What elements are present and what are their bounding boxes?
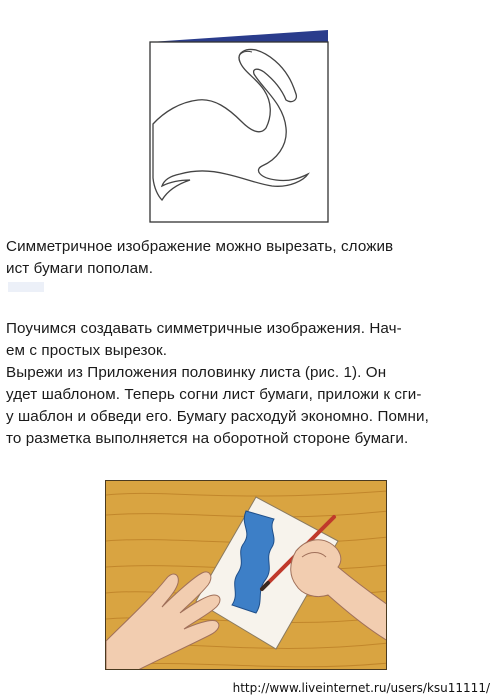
text-line: у шаблон и обведи его. Бумагу расходуй экономно. Помни, <box>6 408 429 425</box>
text-line: ем с простых вырезок. <box>6 342 168 359</box>
text-line: Поучимся создавать симметричные изображения. Нач- <box>6 320 402 337</box>
card-fold-back <box>150 30 328 42</box>
paragraph-symmetric-cut <box>6 236 490 280</box>
faint-scan-mark <box>8 282 44 292</box>
text-line: Вырежи из Приложения половинку листа (рис. 1). Он <box>6 364 387 381</box>
text-line: Симметричное изображение можно вырезать, сложив <box>6 238 394 255</box>
text-line: ист бумаги пополам. <box>6 260 154 277</box>
swan-card-illustration <box>140 28 336 224</box>
paragraph-instructions <box>6 318 490 450</box>
watermark-url: http://www.liveinternet.ru/users/ksu11111/ <box>232 681 490 695</box>
hands-tracing-illustration <box>105 480 387 670</box>
text-line: то разметка выполняется на оборотной стороне бумаги. <box>6 430 409 447</box>
text-line: удет шаблоном. Теперь согни лист бумаги, приложи к сги- <box>6 386 422 403</box>
